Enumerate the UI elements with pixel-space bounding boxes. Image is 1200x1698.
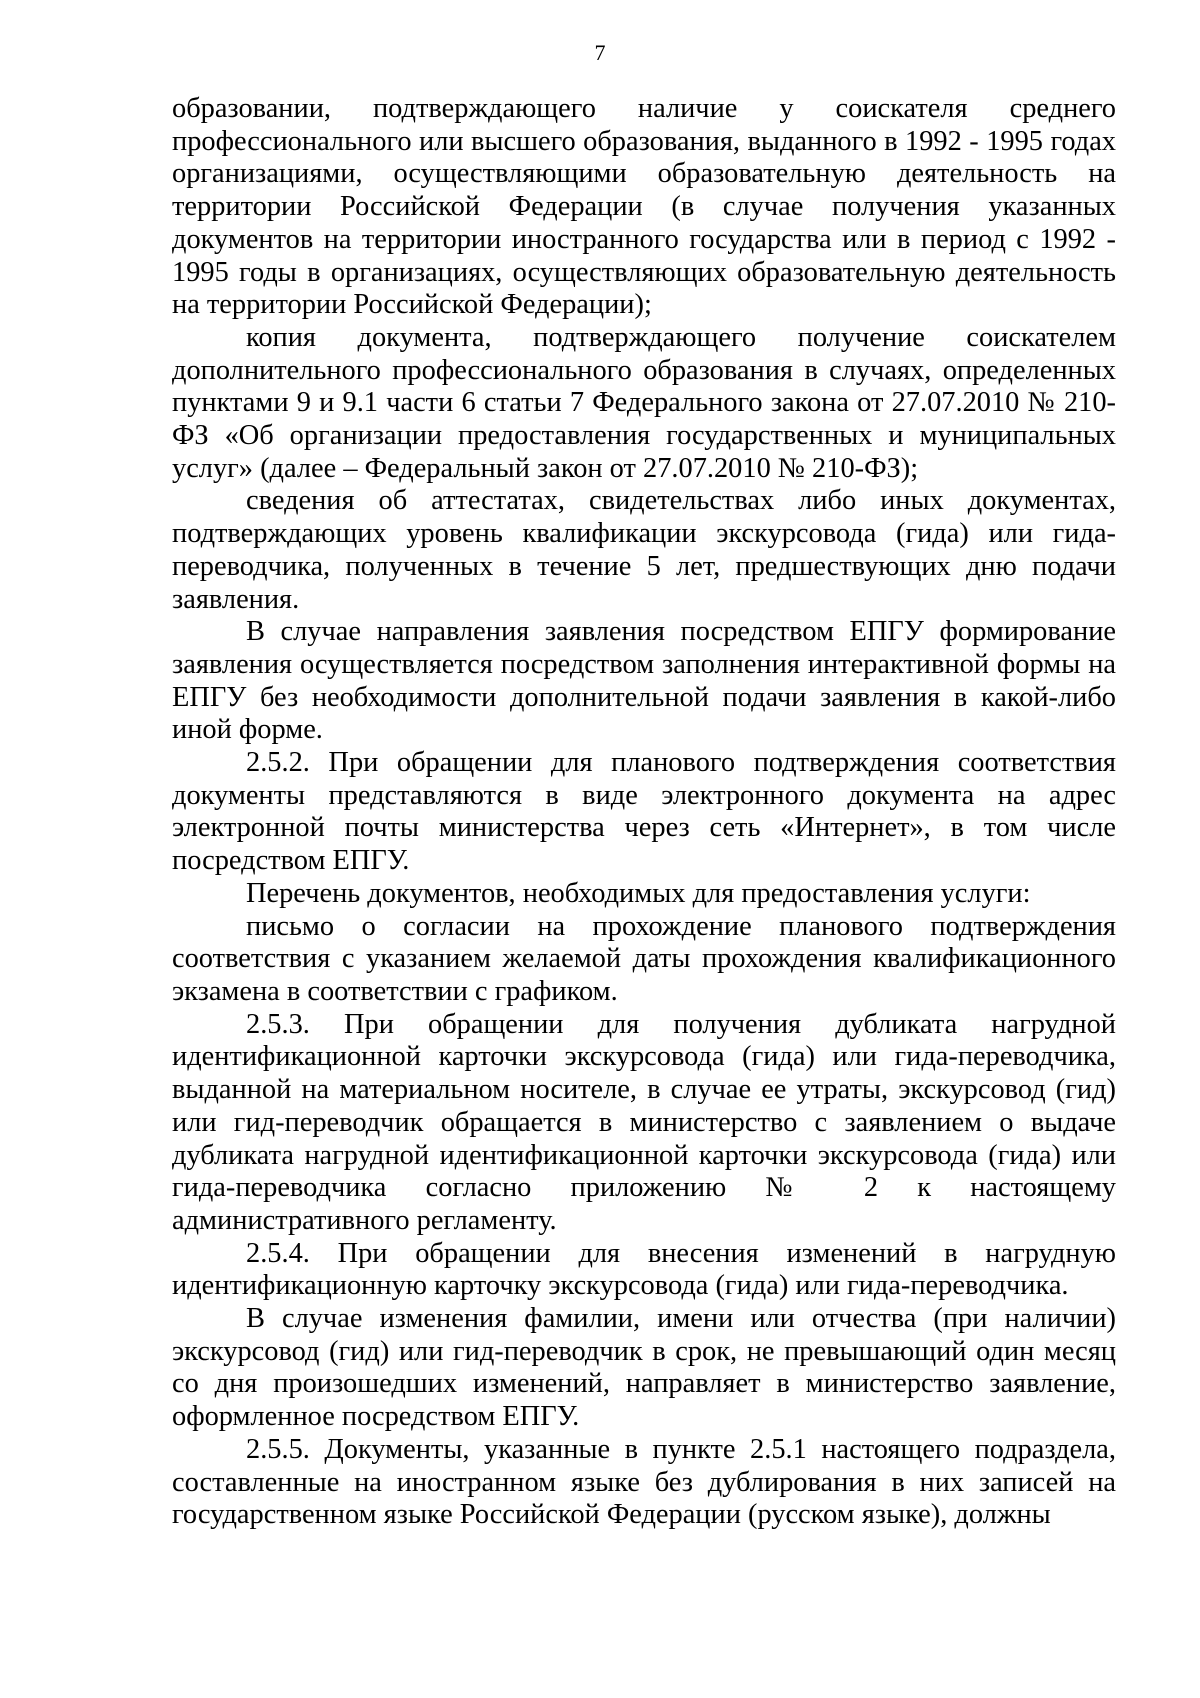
paragraph-additional-education-copy: копия документа, подтверждающего получение соискателем дополнительного профессионального образования в случаях, определенных пунктами 9 и 9.1 части 6 статьи 7 Федерального закона от 27.07.2010 № 210-ФЗ «Об организации предоставления государственных и муниципальных услуг» (далее – Федеральный закон от 27.07.2010 № 210-ФЗ); [172, 321, 1116, 484]
paragraph-name-change: В случае изменения фамилии, имени или отчества (при наличии) экскурсовод (гид) или гид-переводчик в срок, не превышающий один месяц со дня произошедших изменений, направляет в министерство заявление, оформленное посредством ЕПГУ. [172, 1303, 1116, 1433]
paragraph-certificates-info: сведения об аттестатах, свидетельствах либо иных документах, подтверждающих уровень квалификации экскурсовода (гида) или гида-переводчика, полученных в течение 5 лет, предшествующих дню подачи заявления. [172, 485, 1116, 615]
document-body [172, 93, 1116, 1532]
paragraph-consent-letter: письмо о согласии на прохождение планового подтверждения соответствия с указанием желаемой даты прохождения квалификационного экзамена в соответствии с графиком. [172, 910, 1116, 1007]
paragraph-2-5-4: 2.5.4. При обращении для внесения изменений в нагрудную идентификационную карточку экскурсовода (гида) или гида-переводчика. [172, 1237, 1116, 1302]
paragraph-education-documents: образовании, подтверждающего наличие у соискателя среднего профессионального или высшего образования, выданного в 1992 - 1995 годах организациями, осуществляющими образовательную деятельность на территории Российской Федерации (в случае получения указанных документов на территории иностранного государства или в период с 1992 - 1995 годы в организациях, осуществляющих образовательную деятельность на территории Российской Федерации); [172, 93, 1116, 321]
paragraph-2-5-2: 2.5.2. При обращении для планового подтверждения соответствия документы представляются в виде электронного документа на адрес электронной почты министерства через сеть «Интернет», в том числе посредством ЕПГУ. [172, 747, 1116, 877]
paragraph-2-5-3: 2.5.3. При обращении для получения дубликата нагрудной идентификационной карточки экскурсовода (гида) или гида-переводчика, выданной на материальном носителе, в случае ее утраты, экскурсовод (гид) или гид-переводчик обращается в министерство с заявлением о выдаче дубликата нагрудной идентификационной карточки экскурсовода (гида) или гида-переводчика согласно приложению № 2 к настоящему административного регламенту. [172, 1008, 1116, 1236]
paragraph-documents-list-heading: Перечень документов, необходимых для предоставления услуги: [246, 877, 1031, 909]
paragraph-epgu-application: В случае направления заявления посредством ЕПГУ формирование заявления осуществляется посредством заполнения интерактивной формы на ЕПГУ без необходимости дополнительной подачи заявления в какой-либо иной форме. [172, 616, 1116, 746]
page-number: 7 [594, 40, 606, 65]
paragraph-2-5-5: 2.5.5. Документы, указанные в пункте 2.5.1 настоящего подраздела, составленные на иностранном языке без дублирования в них записей на государственном языке Российской Федерации (русском языке), должны [172, 1433, 1116, 1531]
